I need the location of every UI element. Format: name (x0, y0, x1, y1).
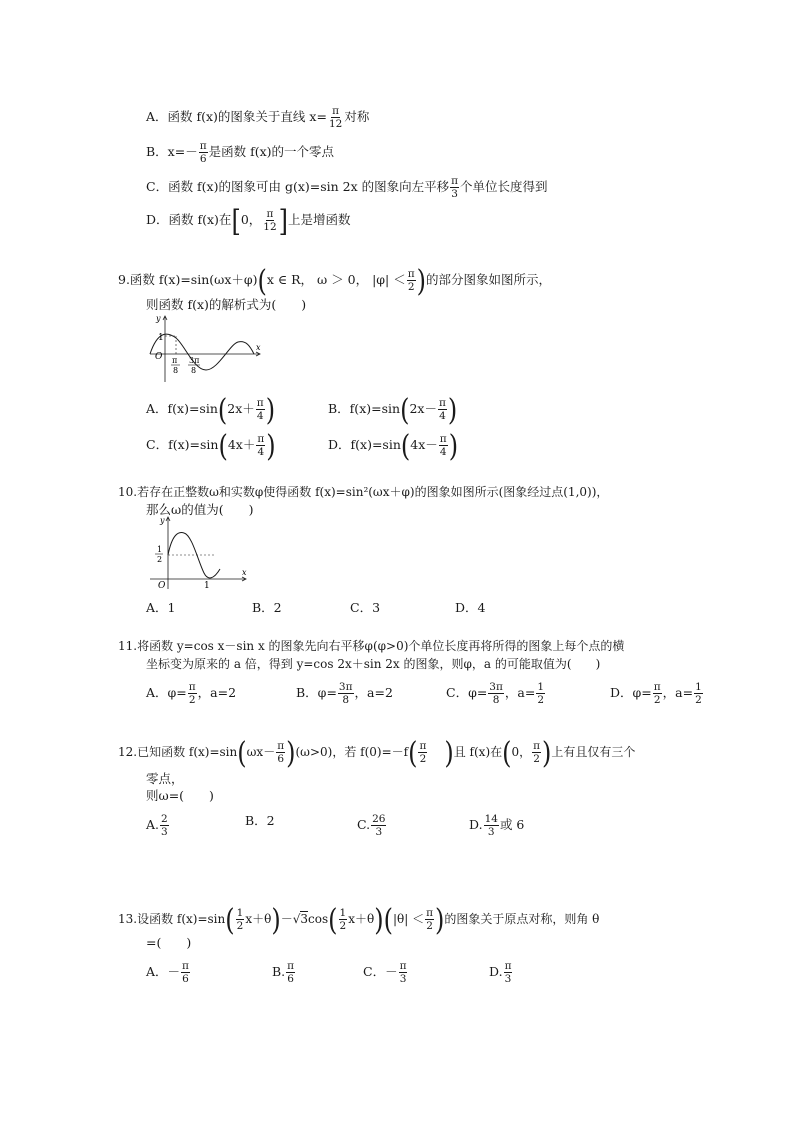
bracket-right: ] (278, 203, 289, 238)
fraction (338, 681, 354, 706)
frac-num: π (653, 681, 661, 693)
q12-line2: 零点， (146, 771, 184, 786)
fraction (181, 960, 190, 985)
frac-den: 4 (439, 410, 446, 422)
fraction (256, 433, 265, 458)
paren-right: ) (448, 428, 459, 463)
q12-line3: 则ω=( ) (146, 788, 214, 803)
fraction (262, 208, 277, 233)
frac-num: 3π (338, 681, 353, 693)
fraction (276, 740, 285, 765)
q13-option-d (489, 960, 513, 985)
frac-num: π (439, 433, 447, 445)
frac-den: 6 (199, 153, 207, 165)
fraction (328, 105, 343, 130)
fraction (418, 740, 427, 765)
q11-option-d (610, 681, 704, 706)
frac-den: 2 (339, 920, 347, 932)
q9-option-b (328, 392, 458, 427)
q9-graph (146, 312, 266, 384)
tick2-den: 8 (191, 366, 197, 375)
tick1-den: 8 (173, 366, 179, 375)
fraction (286, 960, 295, 985)
opt-label: B．f(x)=sin (328, 401, 401, 416)
q11-option-a (146, 681, 236, 706)
q8-b-end: 是函数 f(x)的一个零点 (208, 144, 335, 159)
q8-option-c (146, 175, 548, 200)
opt-label: A．f(x)=sin (146, 401, 218, 416)
frac-den: 2 (695, 694, 702, 706)
q12-tail: 上有且仅有三个 (551, 745, 636, 759)
opt-a: ，a=2 (197, 685, 237, 700)
q8-a-text: A．函数 f(x)的图象关于直线 x= (146, 109, 327, 124)
q9-line2: 则函数 f(x)的解析式为( ) (146, 297, 307, 312)
fraction (694, 681, 703, 706)
frac-den: 3 (451, 188, 458, 200)
q13-tail: 的图象关于原点对称，则角 θ (444, 912, 600, 926)
frac-num: π (438, 397, 446, 409)
frac-den: 8 (492, 694, 500, 706)
paren-left: ( (400, 428, 411, 463)
q12-stem (118, 735, 636, 770)
q10-option-a: A．1 (146, 600, 176, 615)
frac-num: 1 (695, 681, 702, 693)
q13-option-c (363, 960, 408, 985)
q13-stem-text: 13.设函数 f(x)=sin (118, 912, 226, 926)
q10-option-d: D．4 (455, 600, 486, 615)
opt-label: A. (146, 817, 160, 832)
frac-num: π (426, 907, 433, 919)
fraction (488, 681, 504, 706)
fraction (504, 960, 513, 985)
opt-label: C．φ= (446, 685, 488, 700)
half-num: 1 (157, 545, 163, 554)
sqrt-icon: √ (292, 912, 301, 926)
frac-num: π (287, 960, 295, 972)
paren-left: ( (225, 902, 235, 937)
frac-num: π (332, 105, 340, 117)
fraction (450, 175, 459, 200)
opt-label: B. (272, 964, 286, 979)
q9-option-c (146, 428, 276, 463)
fraction (199, 140, 208, 165)
q12-option-d (469, 813, 524, 838)
q13-minus: － (280, 912, 293, 926)
frac-den: 2 (533, 753, 540, 765)
x-tick-1: 1 (204, 581, 210, 591)
frac-den: 2 (419, 753, 427, 765)
paren-left: ( (217, 392, 228, 427)
opt-label: A．－ (146, 964, 181, 979)
q8-b-text: B．x=－ (146, 144, 198, 159)
q12-mid2: 且 f(x)在 (453, 745, 503, 759)
fraction (532, 740, 541, 765)
fraction (256, 397, 265, 422)
frac-num: π (533, 740, 541, 752)
q10-option-c: C．3 (350, 600, 381, 615)
frac-den: 2 (426, 920, 433, 932)
q10-stem: 10.若存在正整数ω和实数φ使得函数 f(x)=sin²(ωx＋φ)的图象如图所示(图象经过点(1,0))， (118, 485, 609, 499)
frac-num: 1 (236, 907, 244, 919)
q10-option-b: B．2 (252, 600, 282, 615)
frac-num: 26 (372, 813, 386, 825)
q11-option-b (296, 681, 393, 706)
y-tick-1: 1 (158, 333, 164, 343)
frac-num: 1 (537, 681, 545, 693)
fraction (160, 813, 169, 838)
paren-right: ) (374, 902, 384, 937)
paren-right: ) (416, 263, 427, 298)
paren-left: ( (257, 263, 267, 298)
opt-suffix: 或 6 (499, 817, 525, 832)
q8-option-a (146, 105, 369, 130)
frac-den: 12 (328, 118, 343, 130)
frac-num: 3π (489, 681, 503, 693)
q9-tail: 的部分图象如图所示， (426, 272, 552, 287)
q9-stem (118, 263, 552, 298)
q12-arg: ωx－ (246, 745, 276, 759)
x-label: x (256, 343, 261, 352)
origin-label: O (158, 581, 166, 591)
opt-arg: 2x－ (409, 401, 437, 416)
q9-cond: x ∈ R， ω ＞ 0， |φ| ＜ (266, 272, 406, 287)
q8-d-text: D．函数 f(x)在 (146, 212, 232, 227)
paren-right: ) (542, 735, 552, 770)
frac-num: π (451, 175, 459, 187)
q8-option-b (146, 140, 334, 165)
half-den: 2 (157, 555, 163, 564)
opt-label: B．φ= (296, 685, 337, 700)
frac-num: π (399, 960, 407, 972)
bracket-left: [ (231, 203, 241, 238)
frac-num: π (188, 681, 196, 693)
frac-num: π (257, 433, 265, 445)
frac-num: π (256, 397, 264, 409)
frac-num: π (266, 208, 274, 220)
fraction (371, 813, 386, 838)
q9-option-a (146, 392, 276, 427)
q10-line2: 那么ω的值为( ) (146, 502, 254, 517)
frac-num: 14 (484, 813, 498, 825)
paren-right: ) (266, 428, 276, 463)
q8-option-d (146, 203, 351, 238)
frac-den: 12 (263, 221, 277, 233)
paren-right: ) (271, 902, 281, 937)
q8-c-text: C．函数 f(x)的图象可由 g(x)=sin 2x 的图象向左平移 (146, 179, 450, 194)
q11-stem: 11.将函数 y=cos x－sin x 的图象先向右平移φ(φ>0)个单位长度再将所得的图象上每个点的横 (118, 639, 625, 653)
fraction (484, 813, 499, 838)
frac-den: 4 (439, 446, 447, 458)
frac-num: π (407, 268, 415, 280)
frac-den: 2 (653, 694, 661, 706)
fraction (439, 433, 448, 458)
frac-den: 6 (277, 753, 284, 765)
q13-option-a (146, 960, 191, 985)
q12-int: 0， (511, 745, 532, 759)
frac-den: 2 (407, 281, 415, 293)
q12-option-b: B．2 (245, 813, 275, 828)
paren-left: ( (218, 428, 228, 463)
paren-left: ( (400, 392, 410, 427)
q13-line2: =( ) (146, 935, 192, 950)
fraction (653, 681, 662, 706)
q8-a-end: 对称 (344, 109, 370, 124)
frac-den: 2 (188, 694, 196, 706)
q10-graph (146, 513, 250, 591)
q8-d-a: 0， (240, 212, 262, 227)
paren-right: ) (286, 735, 296, 770)
fraction (536, 681, 545, 706)
paren-right: ) (447, 392, 458, 427)
opt-a: ，a=2 (354, 685, 393, 700)
frac-den: 8 (342, 694, 350, 706)
frac-den: 6 (287, 973, 294, 985)
frac-num: 1 (339, 907, 347, 919)
opt-arg: 4x－ (410, 437, 438, 452)
x-label: x (242, 568, 247, 577)
fraction (339, 907, 348, 932)
fraction (236, 907, 245, 932)
q12-option-a (146, 813, 170, 838)
opt-label: C．f(x)=sin (146, 437, 219, 452)
frac-num: π (182, 960, 189, 972)
q12-stem-text: 12.已知函数 f(x)=sin (118, 745, 238, 759)
y-label: y (156, 314, 161, 323)
paren-right: ) (265, 392, 276, 427)
paren-left: ( (237, 735, 247, 770)
opt-label: D．φ= (610, 685, 652, 700)
paren-right: ) (434, 902, 445, 937)
frac-num: π (199, 140, 207, 152)
q13-cond: |θ| ＜ (392, 912, 425, 926)
frac-den: 2 (537, 694, 545, 706)
q13-cos: cos (308, 912, 329, 926)
q8-c-end: 个单位长度得到 (460, 179, 548, 194)
frac-num: π (277, 740, 285, 752)
q12-option-c (357, 813, 387, 838)
q13-arg2: x＋θ (348, 912, 375, 926)
fraction (425, 907, 434, 932)
opt-label: D. (489, 964, 503, 979)
fraction (399, 960, 408, 985)
frac-den: 4 (256, 410, 264, 422)
frac-den: 3 (504, 973, 512, 985)
fraction (438, 397, 447, 422)
q12-mid: (ω>0)，若 f(0)=－f (295, 745, 409, 759)
frac-num: π (419, 740, 427, 752)
opt-a: ，a= (504, 685, 536, 700)
opt-arg: 4x＋ (227, 437, 256, 452)
frac-num: π (504, 960, 512, 972)
paren-left: ( (328, 902, 338, 937)
tick2-num: 3π (189, 356, 200, 365)
paren-left: ( (408, 735, 418, 770)
paren-left: ( (383, 902, 393, 937)
paren-right: ) (444, 735, 454, 770)
opt-label: C. (357, 817, 371, 832)
paren-left: ( (502, 735, 512, 770)
origin-label: O (155, 352, 163, 362)
q13-option-b (272, 960, 296, 985)
q8-d-end: 上是增函数 (288, 212, 351, 227)
q9-option-d (328, 428, 459, 463)
frac-den: 3 (161, 826, 168, 838)
opt-a: ，a= (662, 685, 694, 700)
frac-den: 3 (399, 973, 407, 985)
sine-curve (150, 334, 254, 370)
frac-den: 3 (375, 826, 383, 838)
q13-stem (118, 902, 600, 937)
tick1-num: π (172, 356, 178, 365)
opt-label: A．φ= (146, 685, 187, 700)
frac-num: 2 (161, 813, 168, 825)
frac-den: 4 (257, 446, 265, 458)
frac-den: 6 (182, 973, 189, 985)
opt-label: C．－ (363, 964, 398, 979)
opt-arg: 2x＋ (227, 401, 255, 416)
fraction (407, 268, 416, 293)
q13-arg1: x＋θ (245, 912, 272, 926)
q11-line2: 坐标变为原来的 a 倍，得到 y=cos 2x＋sin 2x 的图象，则φ，a 的可能取值为( ) (146, 657, 601, 671)
frac-den: 3 (487, 826, 495, 838)
y-label: y (160, 516, 165, 525)
q9-stem-text: 9.函数 f(x)=sin(ωx＋φ) (118, 272, 258, 287)
frac-den: 2 (236, 920, 244, 932)
opt-label: D．f(x)=sin (328, 437, 401, 452)
fraction (188, 681, 197, 706)
opt-label: D. (469, 817, 483, 832)
q13-sqrt: 3 (300, 912, 309, 926)
q11-option-c (446, 681, 546, 706)
